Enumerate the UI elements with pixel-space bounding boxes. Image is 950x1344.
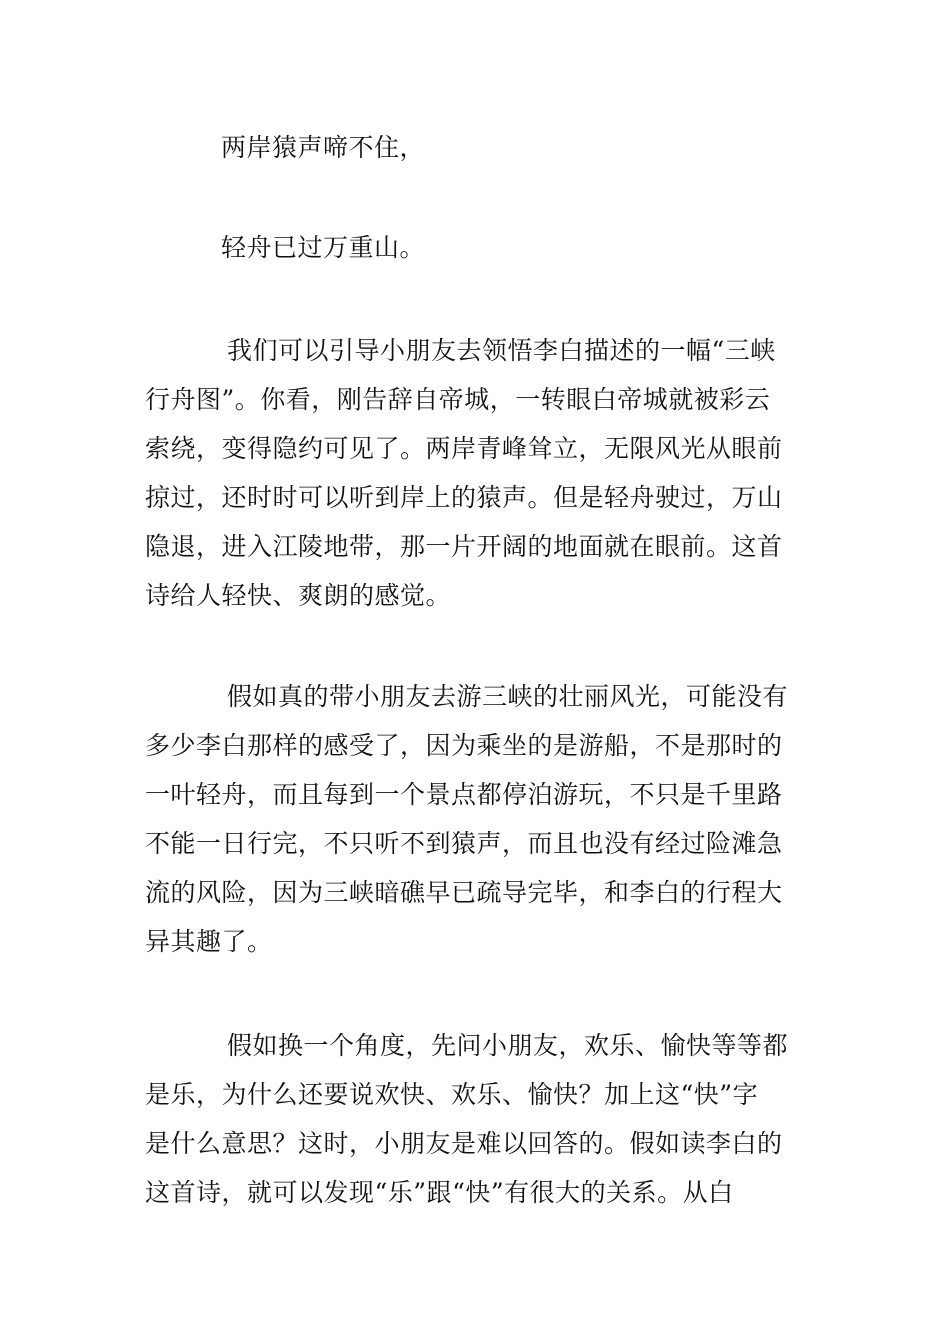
paragraph-line: 隐退，进入江陵地带，那一片开阔的地面就在眼前。这首: [145, 532, 783, 561]
paragraph-line: 行舟图”。你看，刚告辞自帝城，一转眼白帝城就被彩云: [145, 385, 771, 414]
paragraph-line: 索绕，变得隐约可见了。两岸青峰耸立，无限风光从眼前: [145, 434, 783, 463]
paragraph-3: [145, 1021, 807, 1217]
paragraph-line: 是什么意思？这时，小朋友是难以回答的。假如读李白的: [145, 1129, 783, 1158]
paragraph-line: 诗给人轻快、爽朗的感觉。: [145, 581, 452, 610]
paragraph-line: 异其趣了。: [145, 927, 273, 956]
paragraph-line: 流的风险，因为三峡暗礁早已疏导完毕，和李白的行程大: [145, 878, 783, 907]
paragraph-line: 我们可以引导小朋友去领悟李白描述的一幅“三峡: [227, 336, 776, 365]
verse-line-1: 两岸猿声啼不住，: [221, 133, 426, 162]
paragraph-line: 这首诗，就可以发现“乐”跟“快”有很大的关系。从白: [145, 1178, 734, 1207]
paragraph-line: 假如真的带小朋友去游三峡的壮丽风光，可能没有: [227, 682, 789, 711]
paragraph-line: 不能一日行完，不只听不到猿声，而且也没有经过险滩急: [145, 829, 783, 858]
paragraph-line: 是乐，为什么还要说欢快、欢乐、愉快？加上这“快”字: [145, 1080, 759, 1109]
paragraph-line: 多少李白那样的感受了，因为乘坐的是游船，不是那时的: [145, 731, 783, 760]
paragraph-line: 假如换一个角度，先问小朋友，欢乐、愉快等等都: [227, 1031, 789, 1060]
verse-line-2: 轻舟已过万重山。: [221, 233, 426, 262]
paragraph-line: 掠过，还时时可以听到岸上的猿声。但是轻舟驶过，万山: [145, 483, 783, 512]
paragraph-2: [145, 672, 807, 966]
paragraph-line: 一叶轻舟，而且每到一个景点都停泊游玩，不只是千里路: [145, 780, 783, 809]
paragraph-1: [145, 326, 807, 620]
